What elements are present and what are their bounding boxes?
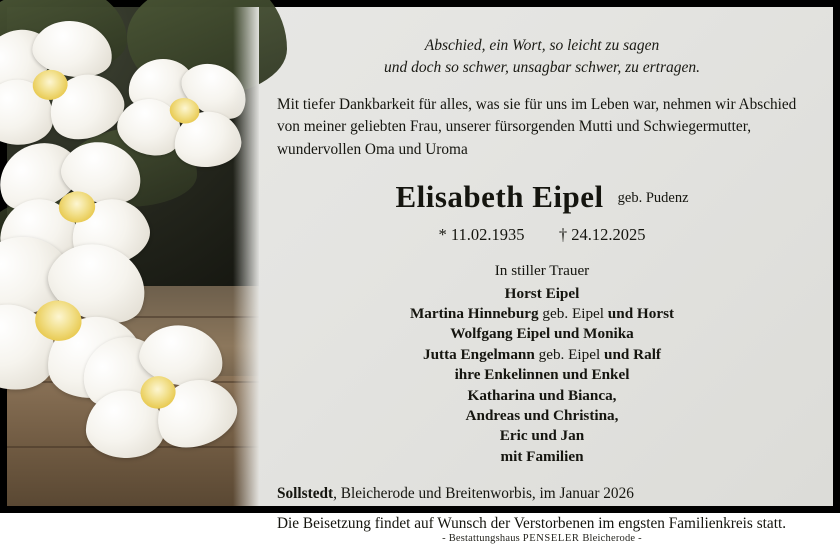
funeral-home-credit <box>277 533 807 546</box>
obituary-inner <box>7 7 833 544</box>
mourner-row <box>277 426 807 446</box>
mourner-name: Andreas und Christina, <box>465 406 619 424</box>
life-dates <box>277 225 807 245</box>
verse-line-2: und doch so schwer, unsagbar schwer, zu ertragen. <box>383 59 701 77</box>
mourner-row <box>277 406 807 426</box>
place-and-date-line <box>277 485 807 503</box>
deceased-name-row <box>277 179 807 215</box>
obituary-text <box>259 7 833 544</box>
place-rest: , Bleicherode und Breitenworbis, im Januar 2026 <box>333 484 634 502</box>
mourner-row <box>277 284 807 304</box>
mourner-name: Katharina und Bianca, <box>467 386 617 404</box>
mourners-block <box>277 261 807 467</box>
mourner-row <box>277 304 807 324</box>
verse-block <box>277 35 807 80</box>
mourner-name: Wolfgang Eipel und Monika <box>450 325 634 343</box>
mourner-name: ihre Enkelinnen und Enkel <box>454 366 630 384</box>
funeral-home-city: Bleicherode <box>582 532 636 544</box>
intro-line-1: Mit tiefer Dankbarkeit für alles, was sie für uns im Leben war, nehmen wir Abschied <box>277 95 797 113</box>
intro-line-2: von meiner geliebten Frau, unserer fürsorgenden Mutti und Schwiegermutter, <box>277 118 752 136</box>
mourner-name: Horst Eipel <box>504 284 580 302</box>
mourner-maiden: geb. Eipel <box>542 305 604 323</box>
mourner-row <box>277 324 807 344</box>
mourner-maiden: geb. Eipel <box>538 345 601 363</box>
orchid-blossom <box>72 316 255 477</box>
funeral-note: Die Beisetzung findet auf Wunsch der Verstorbenen im engsten Familienkreis statt. <box>277 514 787 532</box>
funeral-home-name: PENSELER <box>522 532 580 544</box>
deceased-maiden-name: geb. Pudenz <box>617 190 689 207</box>
place-town: Sollstedt <box>277 484 334 502</box>
mourner-row <box>277 365 807 385</box>
credit-prefix: - Bestattungshaus <box>442 532 520 544</box>
mourner-row <box>277 447 807 467</box>
mourner-name: mit Familien <box>500 447 584 465</box>
mourner-partner: und Ralf <box>604 345 661 363</box>
intro-line-3: wundervollen Oma und Uroma <box>277 140 468 158</box>
birth-date: * 11.02.1935 <box>438 225 525 245</box>
verse-line-1: Abschied, ein Wort, so leicht zu sagen <box>424 37 660 54</box>
mourner-row <box>277 345 807 365</box>
deceased-name: Elisabeth Eipel <box>395 179 604 215</box>
mourner-row <box>277 386 807 406</box>
mourner-partner: und Horst <box>607 305 675 323</box>
mourner-name: Martina Hinneburg <box>409 305 539 323</box>
death-date: † 24.12.2025 <box>558 225 646 245</box>
orchid-photo <box>7 7 259 506</box>
mourning-lead: In stiller Trauer <box>494 262 590 280</box>
intro-block <box>277 94 807 161</box>
mourner-name: Jutta Engelmann <box>423 345 535 363</box>
credit-suffix: - <box>638 532 642 544</box>
mourner-name: Eric und Jan <box>499 427 585 445</box>
